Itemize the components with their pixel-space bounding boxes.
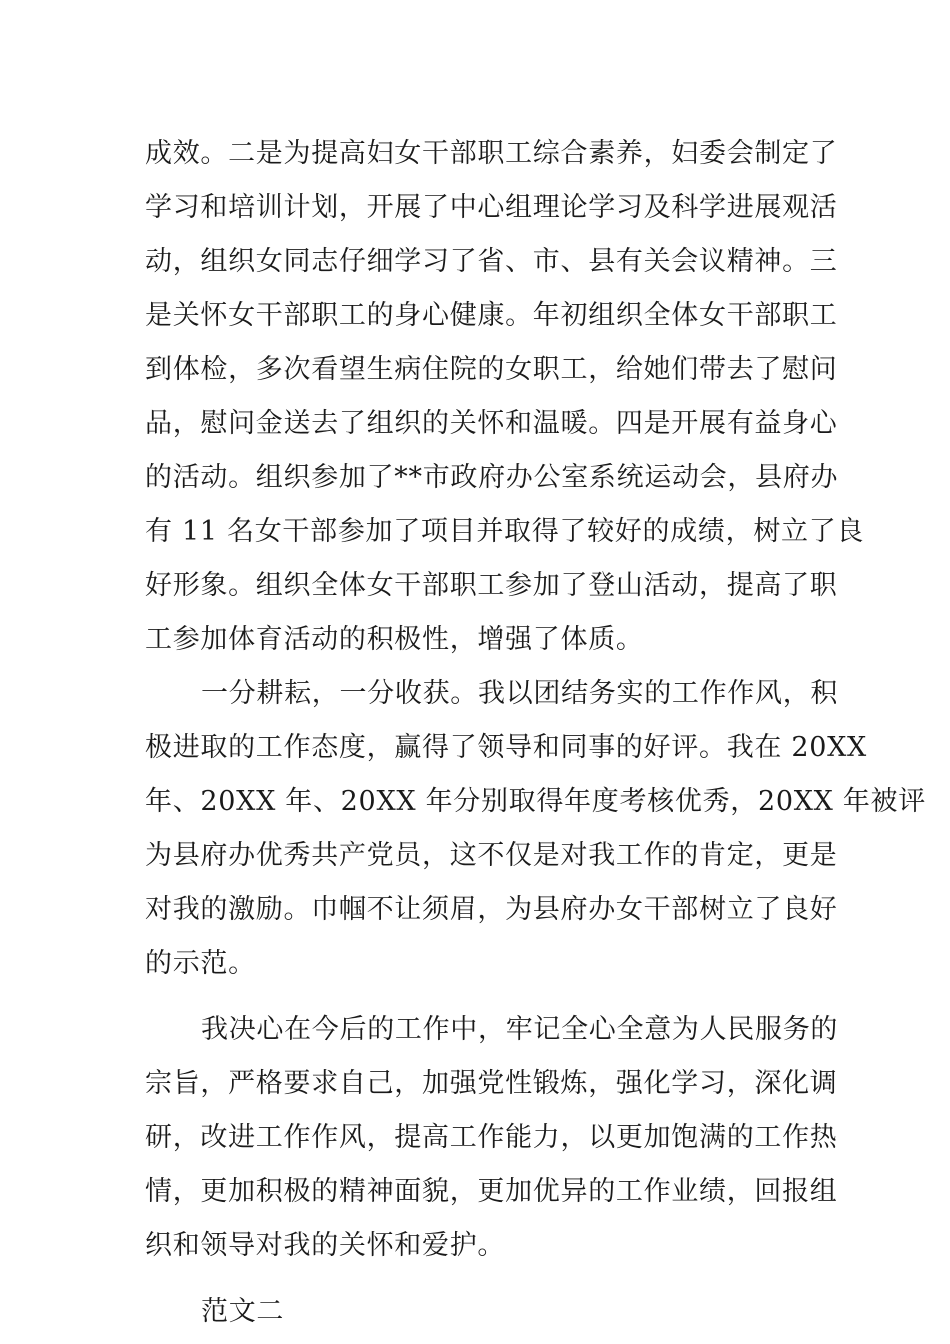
heading-fanwen-er: 范文二 [201, 1296, 285, 1327]
text-line: 工参加体育活动的积极性，增强了体质。 [145, 624, 644, 655]
text-line: 动，组织女同志仔细学习了省、市、县有关会议精神。三 [145, 246, 838, 277]
paragraph-spacer [145, 1273, 807, 1285]
document-body [145, 127, 926, 1339]
text-line: 情，更加积极的精神面貌，更加优异的工作业绩，回报组 [145, 1176, 838, 1207]
text-line: 有 11 名女干部参加了项目并取得了较好的成绩，树立了良 [145, 516, 865, 547]
text-line: 研，改进工作作风，提高工作能力，以更加饱满的工作热 [145, 1122, 838, 1153]
text-line-first: 我决心在今后的工作中，牢记全心全意为人民服务的 [201, 1014, 839, 1045]
text-line: 对我的激励。巾帼不让须眉，为县府办女干部树立了良好 [145, 894, 838, 925]
paragraph-3 [145, 1003, 839, 1273]
paragraph-1 [145, 127, 865, 667]
paragraph-spacer [145, 991, 807, 1003]
text-line: 的活动。组织参加了**市政府办公室系统运动会，县府办 [145, 462, 839, 493]
text-line: 宗旨，严格要求自己，加强党性锻炼，强化学习，深化调 [145, 1068, 838, 1099]
paragraph-2 [145, 667, 926, 991]
text-line: 的示范。 [145, 948, 256, 979]
text-line: 品，慰问金送去了组织的关怀和温暖。四是开展有益身心 [145, 408, 838, 439]
text-line: 到体检，多次看望生病住院的女职工，给她们带去了慰问 [145, 354, 838, 385]
text-line: 织和领导对我的关怀和爱护。 [145, 1230, 506, 1261]
section-heading [145, 1285, 807, 1339]
text-line: 好形象。组织全体女干部职工参加了登山活动，提高了职 [145, 570, 838, 601]
text-line: 是关怀女干部职工的身心健康。年初组织全体女干部职工 [145, 300, 838, 331]
text-line: 学习和培训计划，开展了中心组理论学习及科学进展观活 [145, 192, 838, 223]
text-line-first: 一分耕耘，一分收获。我以团结务实的工作作风，积 [201, 678, 839, 709]
text-line: 成效。二是为提高妇女干部职工综合素养，妇委会制定了 [145, 138, 838, 169]
text-line: 极进取的工作态度，赢得了领导和同事的好评。我在 20XX [145, 732, 867, 763]
text-line: 为县府办优秀共产党员，这不仅是对我工作的肯定，更是 [145, 840, 838, 871]
text-line: 年、20XX 年、20XX 年分别取得年度考核优秀，20XX 年被评 [145, 786, 926, 817]
